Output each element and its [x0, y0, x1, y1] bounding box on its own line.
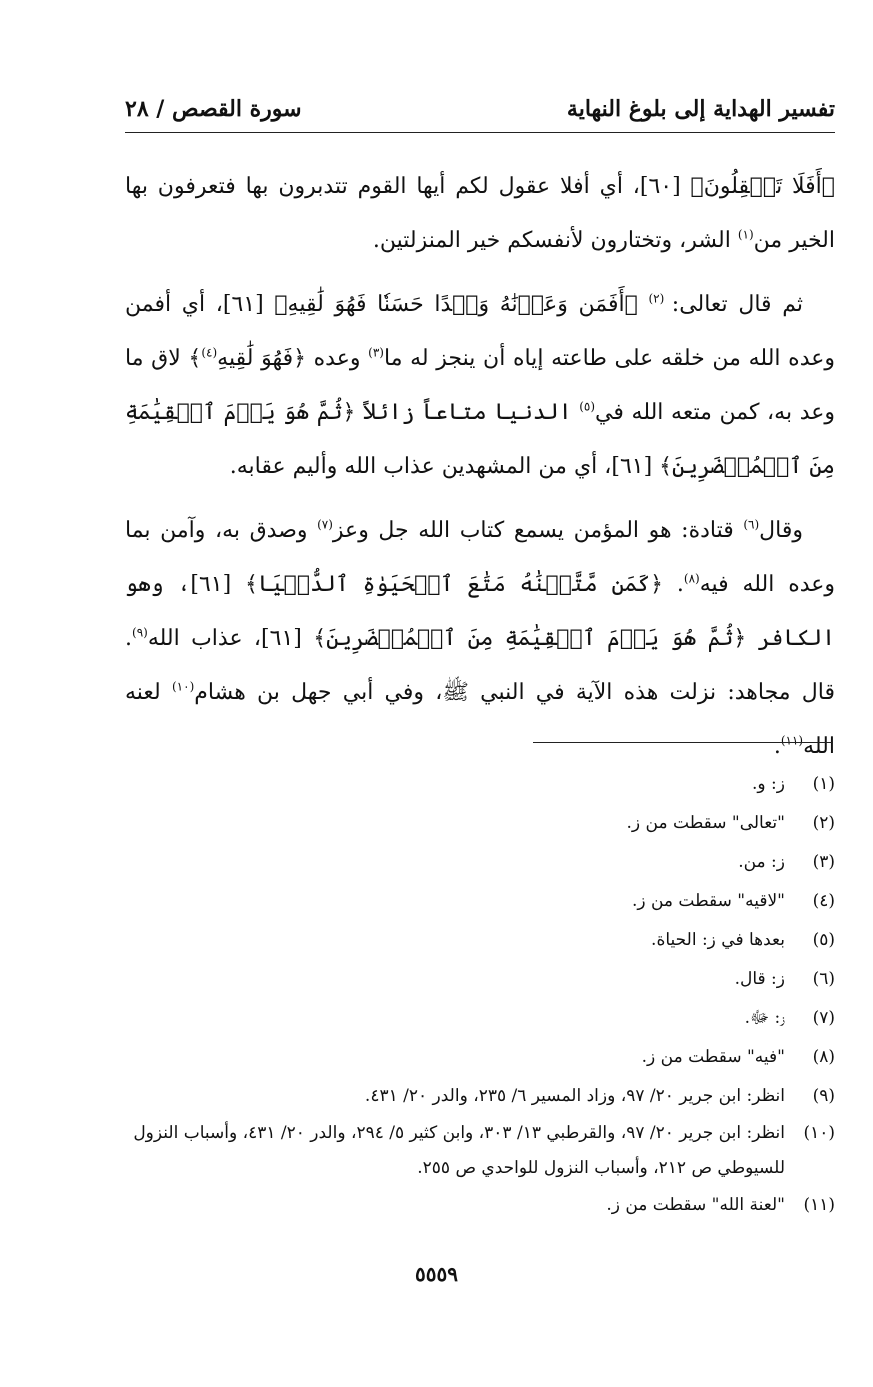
- footnote-text: بعدها في ز: الحياة.: [651, 930, 785, 950]
- footnote-item: [110, 1077, 835, 1116]
- footnote-text: ز: قال.: [734, 969, 785, 989]
- footnote-item: [110, 999, 835, 1038]
- footnotes: [110, 765, 835, 1225]
- footnote-ref-5: (٥): [579, 399, 596, 414]
- footnote-number: (٩): [812, 1086, 835, 1106]
- footnote-ref-8: (٨): [683, 571, 700, 586]
- footnote-text: انظر: ابن جرير ٢٠/ ٩٧، وزاد المسير ٦/ ٢٣٥، والدر ٢٠/ ٤٣١.: [364, 1086, 785, 1106]
- footnote-number: (٢): [812, 813, 835, 833]
- footnote-item: [110, 843, 835, 882]
- footnote-number: (٤): [812, 891, 835, 911]
- paragraph-3-text-b: قتادة: هو المؤمن يسمع كتاب الله جل وعز: [332, 518, 744, 543]
- footnote-item: [110, 1038, 835, 1077]
- paragraph-3-text-f: لعنه الله: [125, 680, 835, 759]
- paragraph-3: [125, 504, 835, 774]
- footnote-text: ز: من.: [738, 852, 785, 872]
- page-number: ٥٥٥٩: [415, 1262, 458, 1286]
- paragraph-2-text-b: ﴿أَفَمَن وَعَدۡنَٰهُ وَعۡدًا حَسَنٗا فَهُوَ لَٰقِيهِ﴾ [٦١]، أي أفمن وعده الله من خلقه على طاعته إياه أن ينجز له ما: [125, 292, 836, 371]
- footnote-ref-2: (٢): [648, 291, 672, 306]
- footnote-text: "لاقيه" سقطت من ز.: [631, 891, 785, 911]
- footnote-item: [110, 1186, 835, 1225]
- footnote-divider: [533, 742, 833, 743]
- footnote-text: "فيه" سقطت من ز.: [641, 1047, 785, 1067]
- footnote-number: (٨): [812, 1047, 835, 1067]
- paragraph-3-text-c: وصدق به، وآمن بما وعده الله فيه: [125, 518, 836, 597]
- running-header: [125, 92, 835, 133]
- footnote-text: ز: و.: [752, 774, 785, 794]
- footnote-number: (٣): [812, 852, 835, 872]
- paragraph-1-text-a: ﴿أَفَلَا تَعۡقِلُونَ﴾ [٦٠]، أي أفلا عقول لكم أيها القوم تتدبرون بها فتعرفون بها الخير من: [125, 174, 835, 253]
- footnote-ref-9: (٩): [132, 625, 148, 640]
- main-text: [125, 160, 835, 784]
- footnote-item: [110, 804, 835, 843]
- footnote-ref-10: (١٠): [171, 679, 195, 694]
- book-title: تفسير الهداية إلى بلوغ النهاية: [566, 96, 835, 122]
- paragraph-2-text-c: وعده ﴿فَهُوَ لَٰقِيهِ: [217, 346, 369, 371]
- footnote-number: (٦): [812, 969, 835, 989]
- paragraph-2-text-e: الدنيا متاعاً زائلاً ﴿ثُمَّ هُوَ يَوۡمَ ٱلۡقِيَٰمَةِ مِنَ ٱلۡمُحۡضَرِينَ﴾ [٦١]، أي من المشهدين عذاب الله وأليم عقابه.: [125, 400, 835, 479]
- footnote-ref-3: (٣): [368, 345, 384, 360]
- footnote-text: "تعالى" سقطت من ز.: [626, 813, 785, 833]
- footnote-text: "لعنة الله" سقطت من ز.: [606, 1195, 785, 1215]
- footnote-number: (١٠): [803, 1123, 835, 1143]
- footnote-text: ز: ﷻ.: [744, 1008, 785, 1028]
- footnote-item: [110, 765, 835, 804]
- footnote-number: (٧): [812, 1008, 835, 1028]
- footnote-number: (١): [812, 774, 835, 794]
- footnote-number: (١١): [803, 1195, 835, 1215]
- footnote-item: [110, 882, 835, 921]
- footnote-item: [110, 960, 835, 999]
- footnote-ref-11: (١١): [780, 733, 804, 748]
- paragraph-3-text-a: وقال: [759, 518, 803, 543]
- footnote-item: [110, 921, 835, 960]
- footnote-ref-7: (٧): [317, 517, 333, 532]
- paragraph-2-text-a: ثم قال تعالى:: [671, 292, 803, 317]
- footnote-item: [110, 1116, 835, 1186]
- paragraph-2-text-d: ﴾ لاق ما وعد به، كمن متعه الله في: [125, 346, 835, 425]
- footnote-ref-6: (٦): [743, 517, 760, 532]
- paragraph-1-text-b: الشر، وتختارون لأنفسكم خير المنزلتين.: [372, 228, 738, 253]
- footnote-text: انظر: ابن جرير ٢٠/ ٩٧، والقرطبي ١٣/ ٣٠٣، وابن كثير ٥/ ٢٩٤، والدر ٢٠/ ٤٣١، وأسباب النزول للسيوطي ص ٢١٢، وأسباب النزول للواحدي ص ٢٥٥.: [133, 1123, 785, 1178]
- footnote-ref-1: (١): [737, 227, 754, 242]
- footnote-number: (٥): [812, 930, 835, 950]
- paragraph-2: [125, 278, 835, 494]
- paragraph-1: [125, 160, 835, 268]
- paragraph-3-text-e: . قال مجاهد: نزلت هذه الآية في النبي ﷺ، وفي أبي جهل بن هشام: [125, 626, 836, 705]
- paragraph-3-text-d: . ﴿كَمَن مَّتَّعۡنَٰهُ مَتَٰعَ ٱلۡحَيَوٰةِ ٱلدُّنۡيَا﴾ [٦١]، وهو الكافر ﴿ثُمَّ هُوَ يَوۡمَ ٱلۡقِيَٰمَةِ مِنَ ٱلۡمُحۡضَرِينَ﴾ [٦١]، عذاب الله: [125, 572, 836, 651]
- surah-page-label: سورة القصص / ٢٨: [125, 96, 302, 122]
- footnote-ref-4: (٤): [201, 345, 218, 360]
- paragraph-3-text-g: .: [773, 734, 781, 759]
